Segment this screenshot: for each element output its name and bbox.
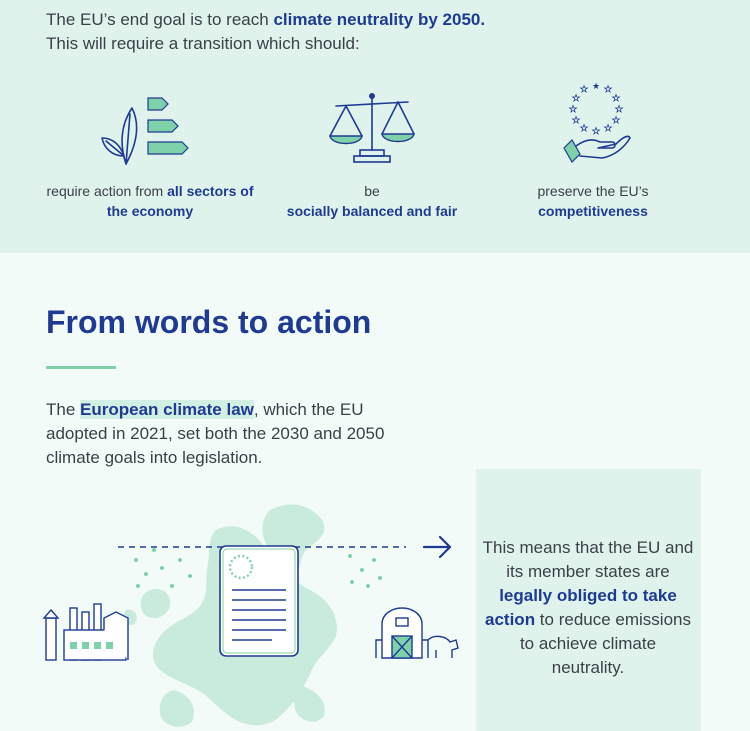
svg-text:★: ★ [571,93,581,103]
svg-text:★: ★ [568,104,578,114]
svg-text:★: ★ [614,104,624,114]
svg-text:★: ★ [579,123,589,133]
plant-sectors-icon [98,86,194,170]
scales-icon [326,90,418,166]
factory-icon [44,604,128,660]
pillar-caption-sectors: require action from all sectors of the economy [46,183,254,219]
svg-text:★: ★ [603,123,613,133]
climate-law-paragraph: The European climate law, which the EU adopted in 2021, set both the 2030 and 2050 climate goals into legislation. [46,400,385,467]
title-underline [46,366,116,369]
section-title: From words to action [46,304,372,340]
svg-text:★: ★ [603,84,613,94]
europe-law-illustration [40,490,460,731]
barn-icon [376,608,458,658]
pillar-caption-fair: be socially balanced and fair [286,183,458,219]
svg-text:★: ★ [591,82,601,91]
arrow-right-icon [424,537,450,557]
svg-text:★: ★ [611,93,621,103]
obligation-text: This means that the EU and its member states are legally obliged to take action to reduce emissions to achieve climate neutrality. [482,538,694,677]
svg-text:★: ★ [611,115,621,125]
law-document-icon [220,546,298,656]
svg-text:★: ★ [571,115,581,125]
svg-text:★: ★ [579,84,589,94]
intro-text: The EU’s end goal is to reach climate neutrality by 2050. This will require a transition which should: [46,10,486,53]
pillar-caption-competitiveness: preserve the EU’s competitiveness [537,183,649,219]
svg-text:★: ★ [591,126,601,136]
eu-stars-hand-icon [558,82,634,168]
